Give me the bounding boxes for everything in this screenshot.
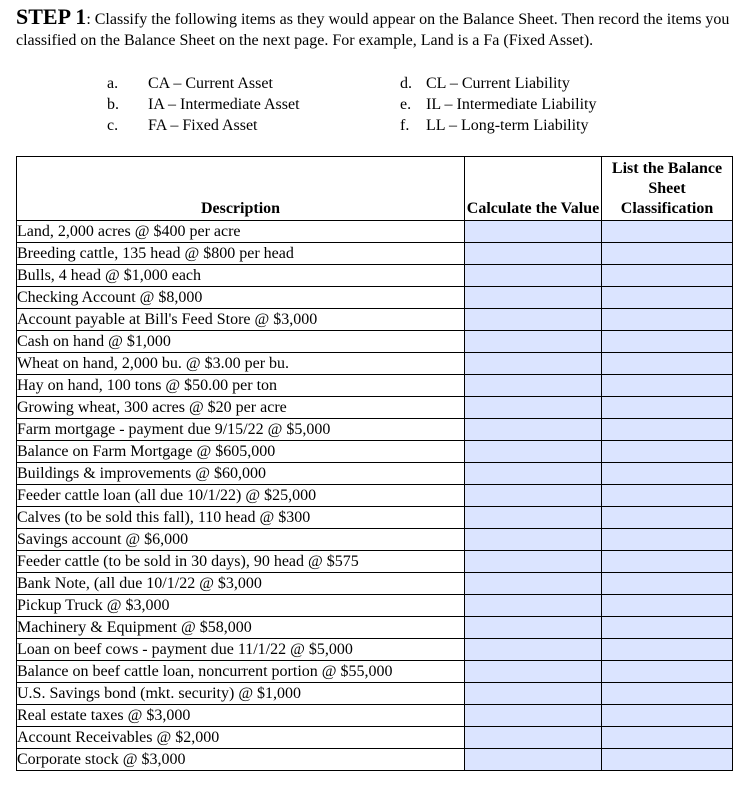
classification-header: List the Balance Sheet Classification	[602, 157, 733, 221]
legend-row	[0, 115, 756, 136]
value-input-cell[interactable]	[465, 573, 602, 595]
value-input-cell[interactable]	[465, 419, 602, 441]
item-description: Balance on Farm Mortgage @ $605,000	[17, 441, 465, 463]
table-row	[17, 529, 733, 551]
value-input-cell[interactable]	[465, 705, 602, 727]
value-input-cell[interactable]	[465, 551, 602, 573]
instructions	[16, 6, 740, 51]
value-input-cell[interactable]	[465, 639, 602, 661]
legend-letter: b.	[107, 96, 119, 113]
table-row	[17, 727, 733, 749]
item-description: Pickup Truck @ $3,000	[17, 595, 465, 617]
table-row	[17, 463, 733, 485]
table-row	[17, 507, 733, 529]
value-input-cell[interactable]	[465, 529, 602, 551]
item-description: Hay on hand, 100 tons @ $50.00 per ton	[17, 375, 465, 397]
classification-input-cell[interactable]	[602, 595, 733, 617]
table-row	[17, 331, 733, 353]
value-input-cell[interactable]	[465, 727, 602, 749]
item-description: Real estate taxes @ $3,000	[17, 705, 465, 727]
table-row	[17, 221, 733, 243]
value-input-cell[interactable]	[465, 287, 602, 309]
classification-input-cell[interactable]	[602, 661, 733, 683]
step-label: STEP 1	[16, 4, 87, 29]
classification-input-cell[interactable]	[602, 507, 733, 529]
table-row	[17, 683, 733, 705]
table-row	[17, 595, 733, 617]
classification-legend	[0, 73, 756, 136]
table-body	[17, 221, 733, 771]
table-row	[17, 639, 733, 661]
table-row	[17, 287, 733, 309]
item-description: Account payable at Bill's Feed Store @ $3,000	[17, 309, 465, 331]
legend-text: FA – Fixed Asset	[148, 117, 258, 134]
item-description: Wheat on hand, 2,000 bu. @ $3.00 per bu.	[17, 353, 465, 375]
value-input-cell[interactable]	[465, 375, 602, 397]
value-input-cell[interactable]	[465, 265, 602, 287]
classification-table	[16, 156, 733, 771]
legend-text: LL – Long-term Liability	[426, 117, 589, 134]
legend-letter: c.	[107, 117, 119, 134]
value-input-cell[interactable]	[465, 309, 602, 331]
value-input-cell[interactable]	[465, 441, 602, 463]
legend-text: CL – Current Liability	[426, 75, 570, 92]
table-row	[17, 265, 733, 287]
item-description: Calves (to be sold this fall), 110 head @ $300	[17, 507, 465, 529]
classification-input-cell[interactable]	[602, 551, 733, 573]
table-row	[17, 617, 733, 639]
classification-input-cell[interactable]	[602, 243, 733, 265]
classification-input-cell[interactable]	[602, 749, 733, 771]
classification-input-cell[interactable]	[602, 463, 733, 485]
legend-text: CA – Current Asset	[148, 75, 273, 92]
item-description: Savings account @ $6,000	[17, 529, 465, 551]
table-row	[17, 705, 733, 727]
item-description: Growing wheat, 300 acres @ $20 per acre	[17, 397, 465, 419]
classification-input-cell[interactable]	[602, 419, 733, 441]
value-input-cell[interactable]	[465, 353, 602, 375]
value-input-cell[interactable]	[465, 463, 602, 485]
classification-input-cell[interactable]	[602, 221, 733, 243]
item-description: Buildings & improvements @ $60,000	[17, 463, 465, 485]
item-description: Breeding cattle, 135 head @ $800 per head	[17, 243, 465, 265]
item-description: Farm mortgage - payment due 9/15/22 @ $5,000	[17, 419, 465, 441]
legend-text: IA – Intermediate Asset	[148, 96, 300, 113]
table-row	[17, 419, 733, 441]
item-description: Cash on hand @ $1,000	[17, 331, 465, 353]
table-row	[17, 353, 733, 375]
classification-input-cell[interactable]	[602, 617, 733, 639]
value-input-cell[interactable]	[465, 243, 602, 265]
classification-input-cell[interactable]	[602, 705, 733, 727]
table-row	[17, 309, 733, 331]
classification-input-cell[interactable]	[602, 331, 733, 353]
classification-input-cell[interactable]	[602, 375, 733, 397]
value-input-cell[interactable]	[465, 683, 602, 705]
table-row	[17, 375, 733, 397]
value-input-cell[interactable]	[465, 221, 602, 243]
classification-input-cell[interactable]	[602, 529, 733, 551]
legend-row	[0, 94, 756, 115]
item-description: Corporate stock @ $3,000	[17, 749, 465, 771]
item-description: Checking Account @ $8,000	[17, 287, 465, 309]
item-description: Balance on beef cattle loan, noncurrent portion @ $55,000	[17, 661, 465, 683]
item-description: Bulls, 4 head @ $1,000 each	[17, 265, 465, 287]
classification-input-cell[interactable]	[602, 309, 733, 331]
item-description: Bank Note, (all due 10/1/22 @ $3,000	[17, 573, 465, 595]
item-description: Feeder cattle (to be sold in 30 days), 90 head @ $575	[17, 551, 465, 573]
table-header-row	[17, 157, 733, 221]
value-header: Calculate the Value	[465, 157, 602, 221]
item-description: U.S. Savings bond (mkt. security) @ $1,000	[17, 683, 465, 705]
item-description: Feeder cattle loan (all due 10/1/22) @ $25,000	[17, 485, 465, 507]
value-input-cell[interactable]	[465, 397, 602, 419]
value-input-cell[interactable]	[465, 507, 602, 529]
description-header: Description	[17, 157, 465, 221]
legend-letter: a.	[107, 75, 119, 92]
classification-input-cell[interactable]	[602, 683, 733, 705]
value-input-cell[interactable]	[465, 617, 602, 639]
legend-row	[0, 73, 756, 94]
legend-letter: e.	[400, 96, 412, 113]
value-input-cell[interactable]	[465, 749, 602, 771]
item-description: Land, 2,000 acres @ $400 per acre	[17, 221, 465, 243]
table-row	[17, 397, 733, 419]
classification-input-cell[interactable]	[602, 727, 733, 749]
classification-input-cell[interactable]	[602, 287, 733, 309]
item-description: Machinery & Equipment @ $58,000	[17, 617, 465, 639]
classification-input-cell[interactable]	[602, 265, 733, 287]
classification-input-cell[interactable]	[602, 441, 733, 463]
table-row	[17, 485, 733, 507]
value-input-cell[interactable]	[465, 331, 602, 353]
table-row	[17, 243, 733, 265]
table-row	[17, 749, 733, 771]
value-input-cell[interactable]	[465, 595, 602, 617]
classification-input-cell[interactable]	[602, 639, 733, 661]
item-description: Account Receivables @ $2,000	[17, 727, 465, 749]
table-row	[17, 551, 733, 573]
value-input-cell[interactable]	[465, 485, 602, 507]
table-row	[17, 441, 733, 463]
legend-text: IL – Intermediate Liability	[426, 96, 597, 113]
classification-input-cell[interactable]	[602, 573, 733, 595]
classification-input-cell[interactable]	[602, 485, 733, 507]
table-row	[17, 573, 733, 595]
item-description: Loan on beef cows - payment due 11/1/22 @ $5,000	[17, 639, 465, 661]
classification-input-cell[interactable]	[602, 353, 733, 375]
instructions-text: : Classify the following items as they would appear on the Balance Sheet. Then record the items you classified on the Balance Sheet on the next page. For example, Land is a Fa (Fixed Asset).	[16, 11, 730, 49]
classification-input-cell[interactable]	[602, 397, 733, 419]
legend-letter: d.	[400, 75, 412, 92]
table-row	[17, 661, 733, 683]
value-input-cell[interactable]	[465, 661, 602, 683]
legend-letter: f.	[400, 117, 410, 134]
